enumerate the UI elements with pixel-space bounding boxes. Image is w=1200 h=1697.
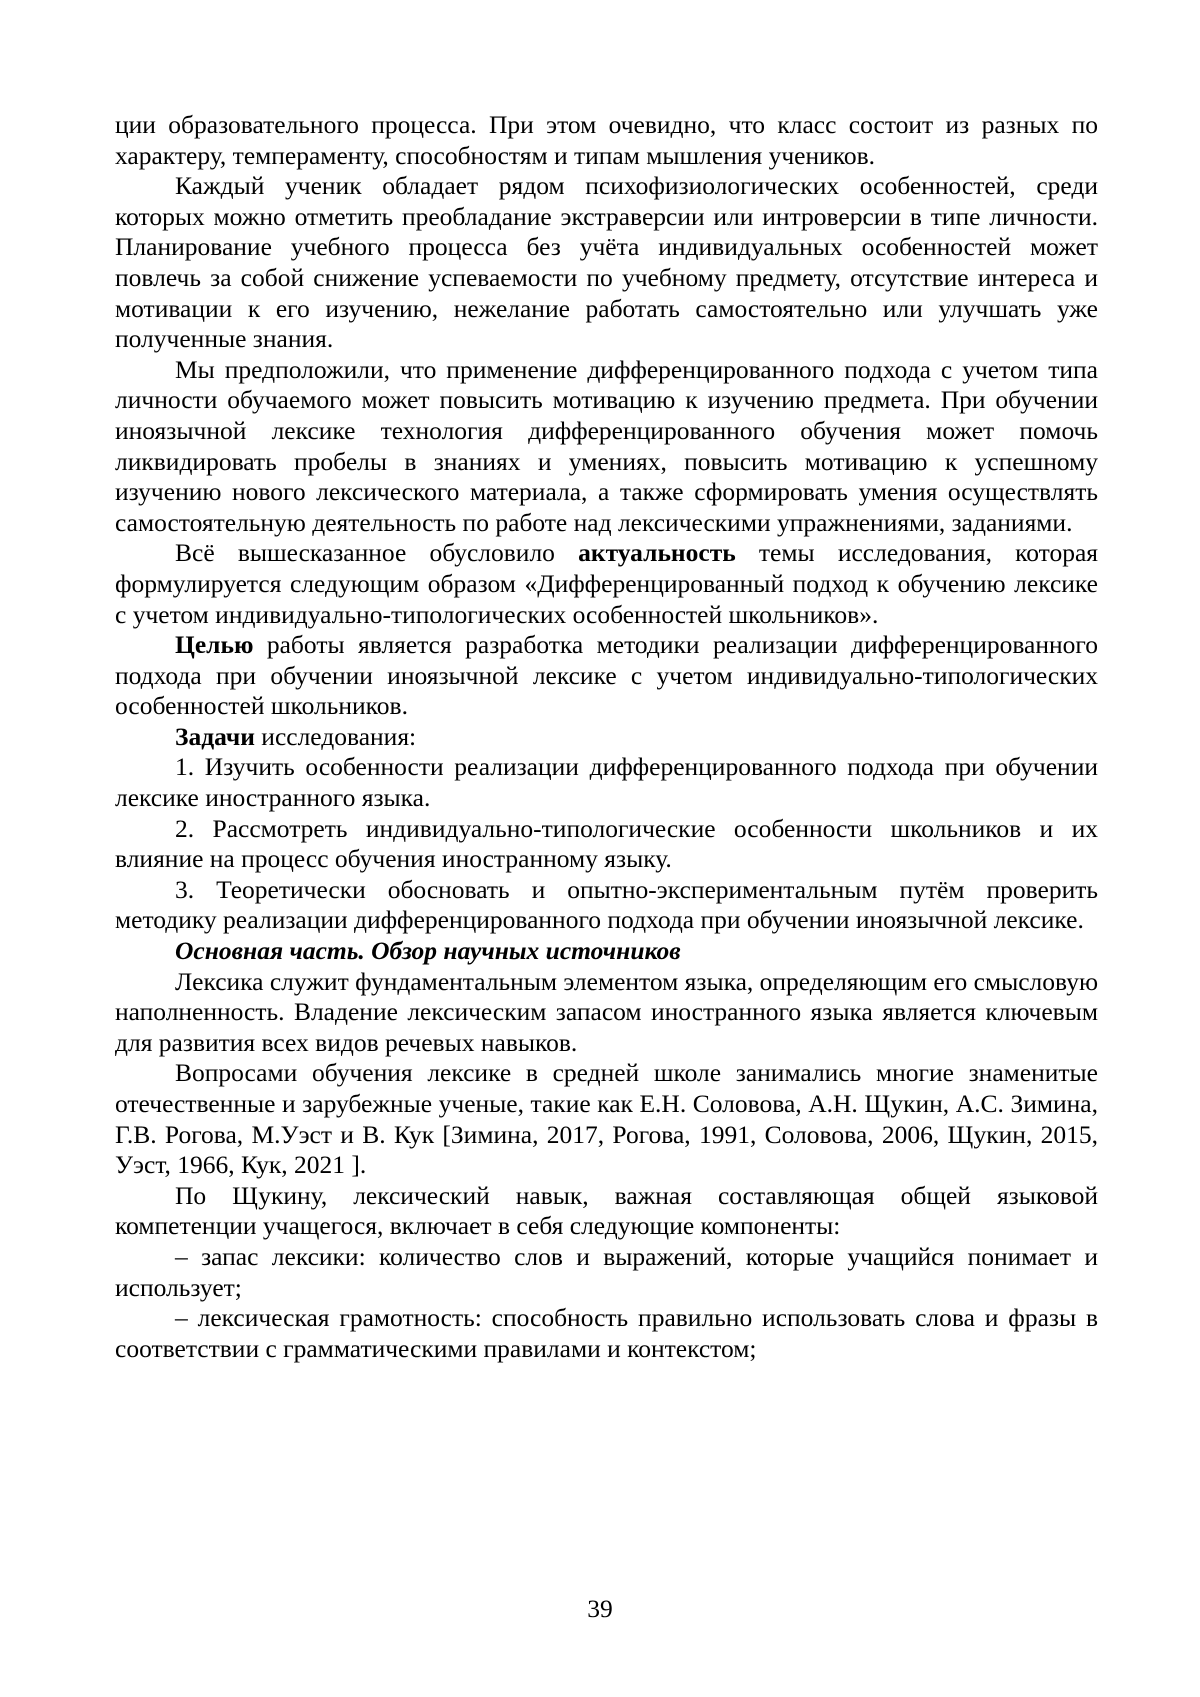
task-item-1: 1. Изучить особенности реализации дифференцированного подхода при обучении лексике иностранного языка. — [115, 752, 1098, 813]
section-heading: Основная часть. Обзор научных источников — [175, 936, 681, 966]
list-item-2: – лексическая грамотность: способность правильно использовать слова и фразы в соответствии с грамматическими правилами и контекстом; — [115, 1303, 1098, 1363]
paragraph-3: Мы предположили, что применение дифференцированного подхода с учетом типа личности обучаемого может повысить мотивацию к изучению предмета. При обучении иноязычной лексике технология дифференцированного обучения может помочь ликвидировать пробелы в знаниях и умениях, повысить мотивацию к успешному изучению нового лексического материала, а также сформировать умения осуществлять самостоятельную деятельность по работе над лексическими упражнениями, заданиями. — [115, 354, 1098, 537]
list-item-1: – запас лексики: количество слов и выражений, которые учащийся понимает и использует; — [115, 1241, 1098, 1302]
relevance-text-after: темы исследования, которая формулируется следующим образом «Дифференцированный подход к обучению лексике с учетом индивидуально-типологических особенностей школьников». — [115, 538, 1098, 629]
task-item-2: 2. Рассмотреть индивидуально-типологические особенности школьников и их влияние на процесс обучения иностранному языку. — [115, 813, 1098, 874]
paragraph-1: ции образовательного процесса. При этом очевидно, что класс состоит из разных по характеру, темпераменту, способностям и типам мышления учеников. — [115, 110, 1098, 170]
paragraph-2: Каждый ученик обладает рядом психофизиологических особенностей, среди которых можно отметить преобладание экстраверсии или интроверсии в типе личности. Планирование учебного процесса без учёта индивидуальных особенностей может повлечь за собой снижение успеваемости по учебному предмету, отсутствие интереса и мотивации к его изучению, нежелание работать самостоятельно или улучшать уже полученные знания. — [115, 171, 1098, 354]
tasks-text: исследования: — [254, 721, 417, 751]
paragraph-relevance — [115, 538, 1098, 630]
paragraph-goal — [115, 630, 1098, 722]
paragraph-researchers: Вопросами обучения лексике в средней школе занимались многие знаменитые отечественные и зарубежные ученые, такие как Е.Н. Соловова, А.Н. Щукин, А.С. Зимина, Г.В. Рогова, М.Уэст и В. Кук [Зимина, 2017, Рогова, 1991, Соловова, 2006, Щукин, 2015, Уэст, 1966, Кук, 2021 ]. — [115, 1058, 1098, 1180]
paragraph-shchukin: По Щукину, лексический навык, важная составляющая общей языковой компетенции учащегося, включает в себя следующие компоненты: — [115, 1180, 1098, 1241]
paragraph-lexicon: Лексика служит фундаментальным элементом языка, определяющим его смысловую наполненность. Владение лексическим запасом иностранного языка является ключевым для развития всех видов речевых навыков. — [115, 966, 1098, 1057]
document-page — [115, 110, 1098, 1364]
goal-bold-term: Целью — [175, 630, 254, 660]
goal-text: работы является разработка методики реализации дифференцированного подхода при обучении иноязычной лексике с учетом индивидуально-типологических особенностей школьников. — [115, 630, 1098, 721]
relevance-text-before: Всё вышесказанное обусловило — [175, 538, 579, 568]
relevance-bold-term: актуальность — [578, 538, 736, 568]
paragraph-tasks — [115, 722, 1098, 753]
task-item-3: 3. Теоретически обосновать и опытно-экспериментальным путём проверить методику реализации дифференцированного подхода при обучении иноязычной лексике. — [115, 874, 1098, 935]
tasks-bold-term: Задачи — [175, 721, 255, 751]
page-number: 39 — [587, 1594, 613, 1623]
